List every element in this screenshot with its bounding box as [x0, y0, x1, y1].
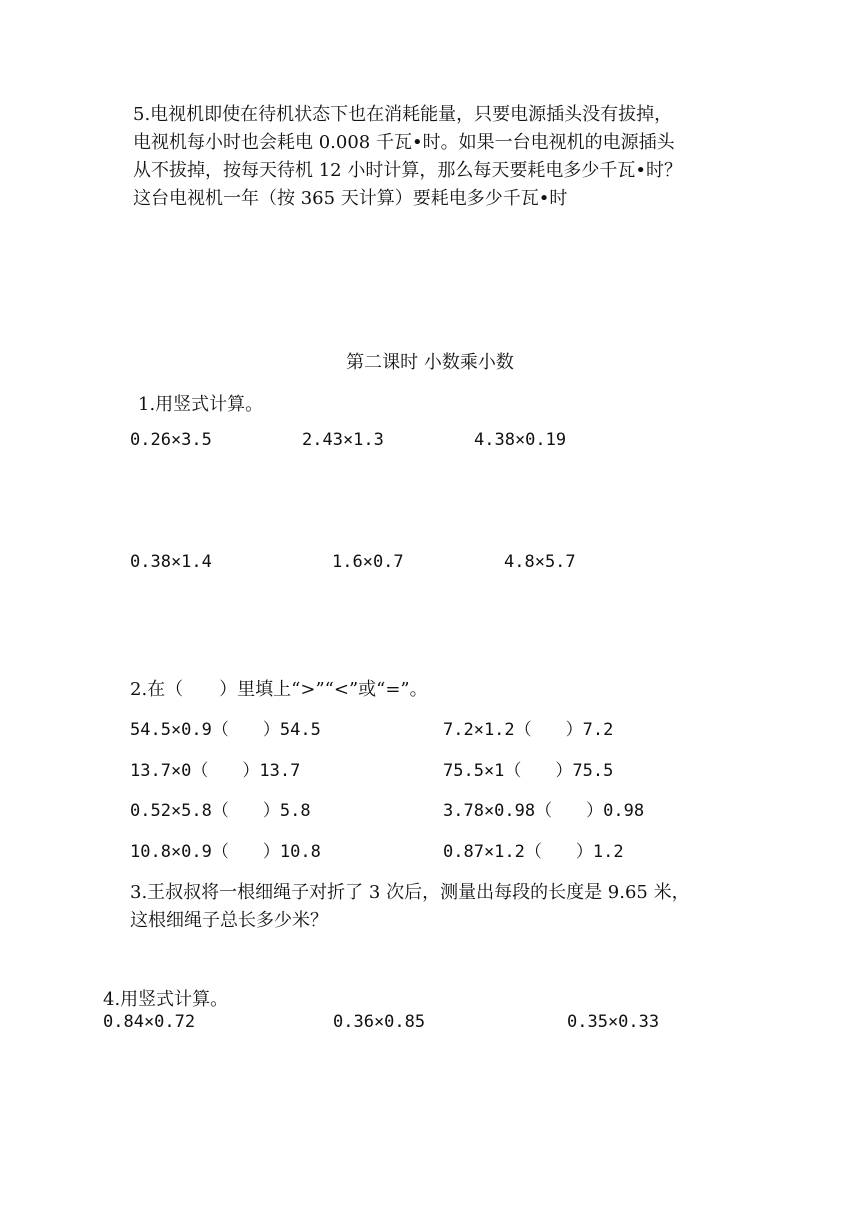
comparison-item: 10.8×0.9（ ）10.8 [130, 842, 321, 862]
q3-line-1: 3.王叔叔将一根细绳子对折了 3 次后，测量出每段的长度是 9.65 米， [130, 882, 690, 903]
q3-line-2: 这根细绳子总长多少米？ [130, 910, 328, 931]
comparison-item: 13.7×0（ ）13.7 [130, 761, 301, 781]
q2-title: 2.在（ ）里填上“>”“<”或“=”。 [130, 679, 428, 700]
q1-title: 1.用竖式计算。 [138, 394, 264, 415]
comparison-item: 0.52×5.8（ ）5.8 [130, 801, 311, 821]
section-title: 第二课时 小数乘小数 [346, 352, 514, 373]
comparison-item: 0.87×1.2（ ）1.2 [443, 842, 624, 862]
q5-line-3: 从不拔掉，按每天待机 12 小时计算，那么每天要耗电多少千瓦•时？ [133, 160, 682, 181]
comparison-item: 75.5×1（ ）75.5 [443, 761, 614, 781]
q5-line-2: 电视机每小时也会耗电 0.008 千瓦•时。如果一台电视机的电源插头 [133, 132, 675, 153]
q5-line-1: 5.电视机即使在待机状态下也在消耗能量，只要电源插头没有拔掉， [133, 104, 673, 125]
q1-item: 2.43×1.3 [302, 430, 384, 450]
q4-item: 0.84×0.72 [103, 1012, 196, 1032]
q1-item: 0.26×3.5 [130, 430, 212, 450]
q4-item: 0.36×0.85 [333, 1012, 426, 1032]
q1-item: 1.6×0.7 [332, 552, 404, 572]
q1-item: 4.38×0.19 [474, 430, 567, 450]
q5-line-4: 这台电视机一年（按 365 天计算）要耗电多少千瓦•时 [133, 188, 568, 209]
q4-title: 4.用竖式计算。 [103, 989, 229, 1010]
comparison-item: 54.5×0.9（ ）54.5 [130, 720, 321, 740]
q4-item: 0.35×0.33 [567, 1012, 660, 1032]
comparison-item: 7.2×1.2（ ）7.2 [443, 720, 614, 740]
q1-item: 4.8×5.7 [504, 552, 576, 572]
q1-item: 0.38×1.4 [130, 552, 212, 572]
comparison-item: 3.78×0.98（ ）0.98 [443, 801, 645, 821]
